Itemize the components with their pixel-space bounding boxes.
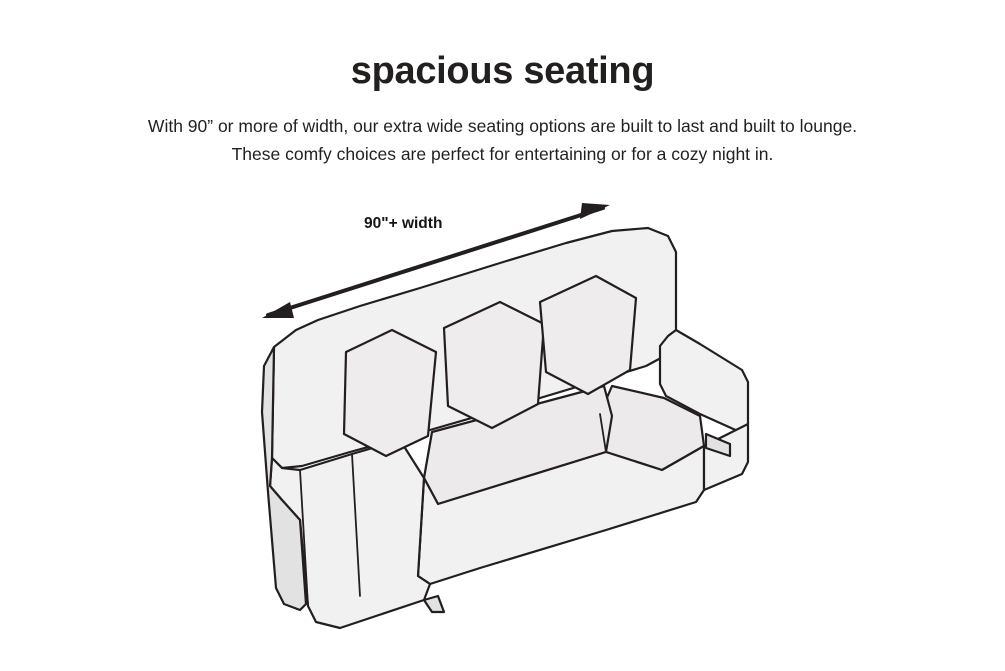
page-title: spacious seating <box>350 50 655 92</box>
description-line-1: With 90” or more of width, our extra wide seating options are built to last and built to lounge. <box>147 116 858 136</box>
dimension-label: 90"+ width <box>364 215 443 232</box>
description-line-2: These comfy choices are perfect for entertaining or for a cozy night in. <box>231 144 774 164</box>
